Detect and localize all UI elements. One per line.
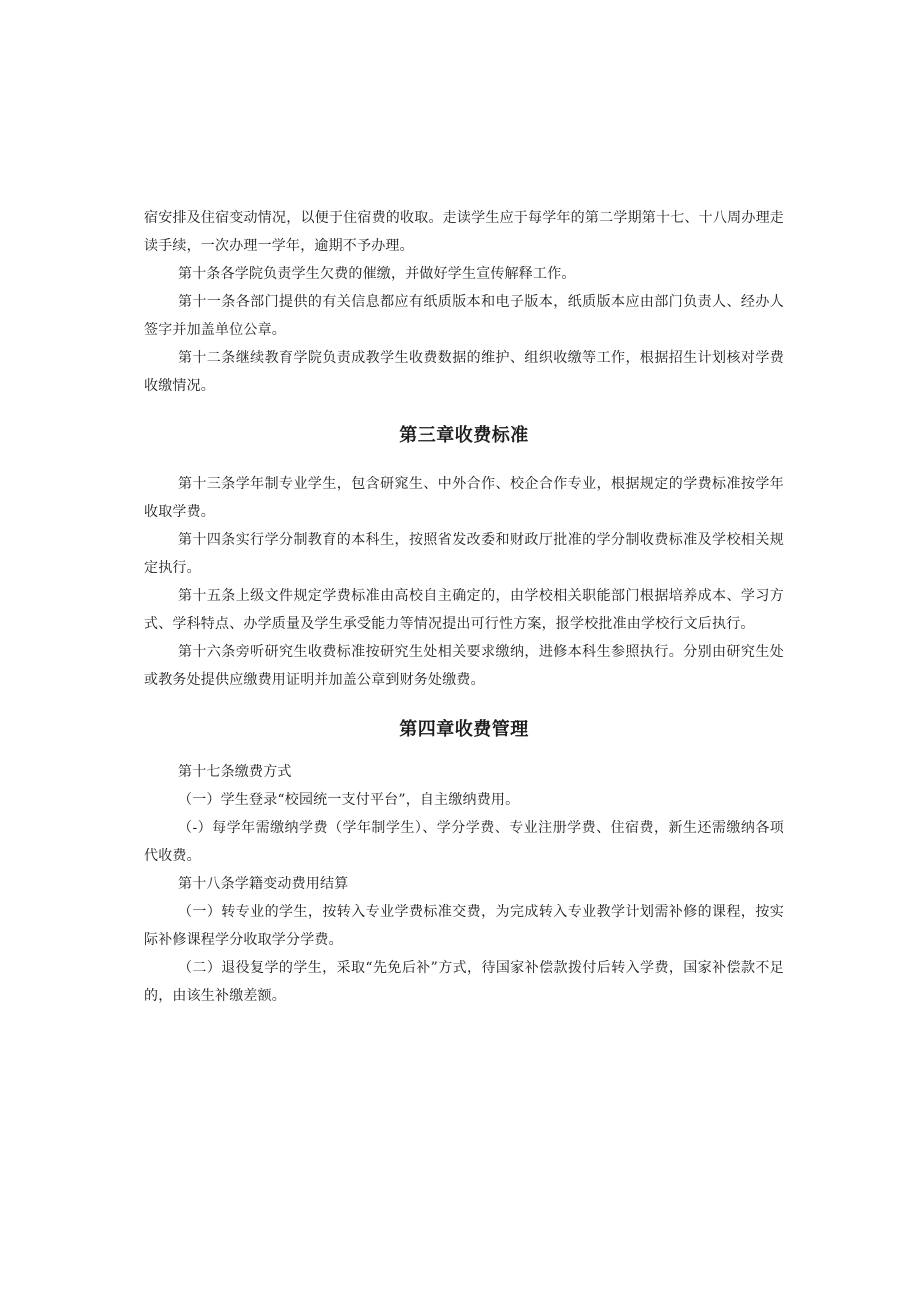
article-17-item-1: （一）学生登录“校园统一支付平台”，自主缴纳费用。	[178, 792, 520, 808]
article-18-item-2: （二）退役复学的学生，采取“先免后补”方式，待国家补偿款拨付后转入学费，国家补偿款不足的，由该生补缴差额。	[144, 960, 784, 1004]
article-17-item-2: （-）每学年需缴纳学费（学年制学生）、学分学费、专业注册学费、住宿费，新生还需缴纳各项代收费。	[144, 820, 784, 864]
article-18-title: 第十八条学籍变动费用结算	[178, 876, 349, 892]
article-15: 第十五条上级文件规定学费标准由高校自主确定的，由学校相关职能部门根据培养成本、学习方式、学科特点、办学质量及学生承受能力等情况提出可行性方案，报学校批准由学校行文后执行。	[144, 588, 784, 632]
article-12: 第十二条继续教育学院负责成教学生收费数据的维护、组织收缴等工作，根据招生计划核对学费收缴情况。	[144, 350, 784, 394]
article-16: 第十六条旁听研究生收费标准按研究生处相关要求缴纳，进修本科生参照执行。分别由研究生处或教务处提供应缴费用证明并加盖公章到财务处缴费。	[144, 644, 784, 688]
continuation-paragraph: 宿安排及住宿变动情况，以便于住宿费的收取。走读学生应于每学年的第二学期第十七、十八周办理走读手续，一次办理一学年，逾期不予办理。	[144, 210, 784, 254]
article-10: 第十条各学院负责学生欠费的催缴，并做好学生宣传解释工作。	[178, 266, 576, 282]
document-body	[144, 204, 784, 1010]
article-11: 第十一条各部门提供的有关信息都应有纸质版本和电子版本，纸质版本应由部门负责人、经办人签字并加盖单位公章。	[144, 294, 784, 338]
article-17-title: 第十七条缴费方式	[178, 764, 292, 780]
article-18-item-1: （一）转专业的学生，按转入专业学费标准交费，为完成转入专业教学计划需补修的课程，按实际补修课程学分收取学分学费。	[144, 904, 784, 948]
article-13: 第十三条学年制专业学生，包含研窕生、中外合作、校企合作专业，根据规定的学费标准按学年收取学费。	[144, 476, 784, 520]
chapter-4-heading: 第四章收费管理	[399, 719, 529, 740]
article-14: 第十四条实行学分制教育的本科生，按照省发改委和财政厅批准的学分制收费标准及学校相关规定执行。	[144, 532, 784, 576]
chapter-3-heading: 第三章收费标准	[399, 425, 529, 446]
